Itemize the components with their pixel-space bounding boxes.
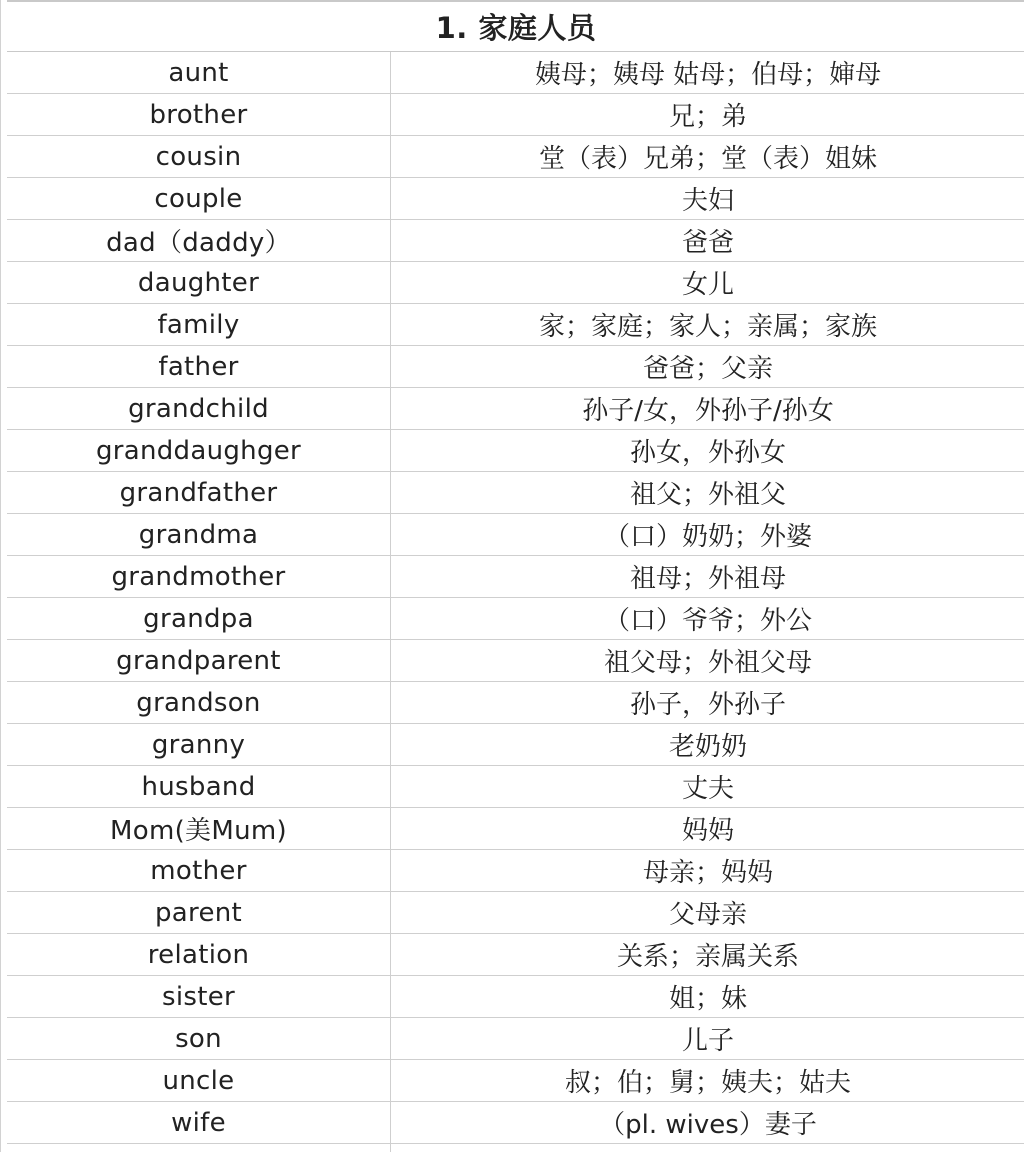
table-row bbox=[7, 850, 1024, 892]
chinese-meaning-cell[interactable]: 兄；弟 bbox=[668, 102, 747, 132]
table-row bbox=[7, 430, 1024, 472]
english-word-cell[interactable]: granny bbox=[7, 724, 391, 765]
next-row-edge bbox=[7, 1144, 1024, 1152]
english-word-cell[interactable]: grandparent bbox=[7, 640, 391, 681]
table-row bbox=[7, 1102, 1024, 1144]
chinese-meaning-cell[interactable]: 祖父；外祖父 bbox=[629, 480, 786, 510]
table-row bbox=[7, 178, 1024, 220]
chinese-meaning-cell[interactable]: 母亲；妈妈 bbox=[642, 858, 773, 888]
english-word-cell[interactable]: relation bbox=[7, 934, 391, 975]
table-row bbox=[7, 724, 1024, 766]
chinese-meaning-cell[interactable]: （口）爷爷；外公 bbox=[603, 606, 812, 636]
table-row bbox=[7, 598, 1024, 640]
english-word-cell[interactable]: grandson bbox=[7, 682, 391, 723]
english-word-cell[interactable]: couple bbox=[7, 178, 391, 219]
chinese-meaning-cell[interactable]: 老奶奶 bbox=[668, 732, 747, 762]
english-word-cell[interactable]: grandchild bbox=[7, 388, 391, 429]
english-word-cell[interactable]: family bbox=[7, 304, 391, 345]
table-row bbox=[7, 1060, 1024, 1102]
chinese-meaning-cell[interactable]: 姨母；姨母 姑母；伯母；婶母 bbox=[534, 60, 882, 90]
english-word-cell[interactable]: daughter bbox=[7, 262, 391, 303]
table-row bbox=[7, 136, 1024, 178]
chinese-meaning-cell[interactable]: 堂（表）兄弟；堂（表）姐妹 bbox=[538, 144, 877, 174]
english-word-cell[interactable]: grandfather bbox=[7, 472, 391, 513]
chinese-meaning-cell[interactable]: 家；家庭；家人；亲属；家族 bbox=[538, 312, 877, 342]
english-word-cell[interactable]: granddaughger bbox=[7, 430, 391, 471]
english-word-cell[interactable]: brother bbox=[7, 94, 391, 135]
english-word-cell[interactable]: husband bbox=[7, 766, 391, 807]
table-row bbox=[7, 934, 1024, 976]
chinese-meaning-cell[interactable]: 孙女，外孙女 bbox=[629, 438, 786, 468]
table-row bbox=[7, 304, 1024, 346]
chinese-meaning-cell[interactable]: 孙子/女，外孙子/孙女 bbox=[582, 396, 834, 426]
english-word-cell[interactable]: Mom(美Mum) bbox=[7, 808, 391, 849]
table-row bbox=[7, 388, 1024, 430]
english-word-cell[interactable]: dad（daddy） bbox=[7, 220, 391, 261]
chinese-meaning-cell[interactable]: （pl. wives）妻子 bbox=[599, 1110, 817, 1140]
english-word-cell[interactable]: grandma bbox=[7, 514, 391, 555]
english-word-cell[interactable]: mother bbox=[7, 850, 391, 891]
column-divider bbox=[7, 1144, 391, 1152]
vocabulary-table bbox=[7, 52, 1024, 1144]
table-row bbox=[7, 808, 1024, 850]
english-word-cell[interactable]: son bbox=[7, 1018, 391, 1059]
table-row bbox=[7, 976, 1024, 1018]
chinese-meaning-cell[interactable]: 祖母；外祖母 bbox=[629, 564, 786, 594]
chinese-meaning-cell[interactable]: 孙子，外孙子 bbox=[629, 690, 786, 720]
table-row bbox=[7, 556, 1024, 598]
english-word-cell[interactable]: grandmother bbox=[7, 556, 391, 597]
chinese-meaning-cell[interactable]: 妈妈 bbox=[681, 816, 734, 846]
table-row bbox=[7, 640, 1024, 682]
table-row bbox=[7, 682, 1024, 724]
sheet-title: 1. 家庭人员 bbox=[7, 0, 1024, 52]
table-row bbox=[7, 220, 1024, 262]
table-row bbox=[7, 1018, 1024, 1060]
table-row bbox=[7, 94, 1024, 136]
table-row bbox=[7, 892, 1024, 934]
english-word-cell[interactable]: aunt bbox=[7, 52, 391, 93]
chinese-meaning-cell[interactable]: 女儿 bbox=[681, 270, 734, 300]
english-word-cell[interactable]: parent bbox=[7, 892, 391, 933]
english-word-cell[interactable]: grandpa bbox=[7, 598, 391, 639]
chinese-meaning-cell[interactable]: 爸爸 bbox=[681, 228, 734, 258]
chinese-meaning-cell[interactable]: 关系；亲属关系 bbox=[616, 942, 799, 972]
chinese-meaning-cell[interactable]: 爸爸；父亲 bbox=[642, 354, 773, 384]
table-row bbox=[7, 262, 1024, 304]
table-row bbox=[7, 766, 1024, 808]
english-word-cell[interactable]: uncle bbox=[7, 1060, 391, 1101]
english-word-cell[interactable]: sister bbox=[7, 976, 391, 1017]
chinese-meaning-cell[interactable]: 叔；伯；舅；姨夫；姑夫 bbox=[564, 1068, 851, 1098]
table-row bbox=[7, 514, 1024, 556]
chinese-meaning-cell[interactable]: 父母亲 bbox=[668, 900, 747, 930]
chinese-meaning-cell[interactable]: （口）奶奶；外婆 bbox=[603, 522, 812, 552]
chinese-meaning-cell[interactable]: 祖父母；外祖父母 bbox=[603, 648, 812, 678]
english-word-cell[interactable]: wife bbox=[7, 1102, 391, 1143]
table-row bbox=[7, 346, 1024, 388]
table-row bbox=[7, 52, 1024, 94]
chinese-meaning-cell[interactable]: 姐；妹 bbox=[668, 984, 747, 1014]
english-word-cell[interactable]: cousin bbox=[7, 136, 391, 177]
english-word-cell[interactable]: father bbox=[7, 346, 391, 387]
table-row bbox=[7, 472, 1024, 514]
chinese-meaning-cell[interactable]: 儿子 bbox=[681, 1026, 734, 1056]
chinese-meaning-cell[interactable]: 夫妇 bbox=[681, 186, 734, 216]
chinese-meaning-cell[interactable]: 丈夫 bbox=[681, 774, 734, 804]
